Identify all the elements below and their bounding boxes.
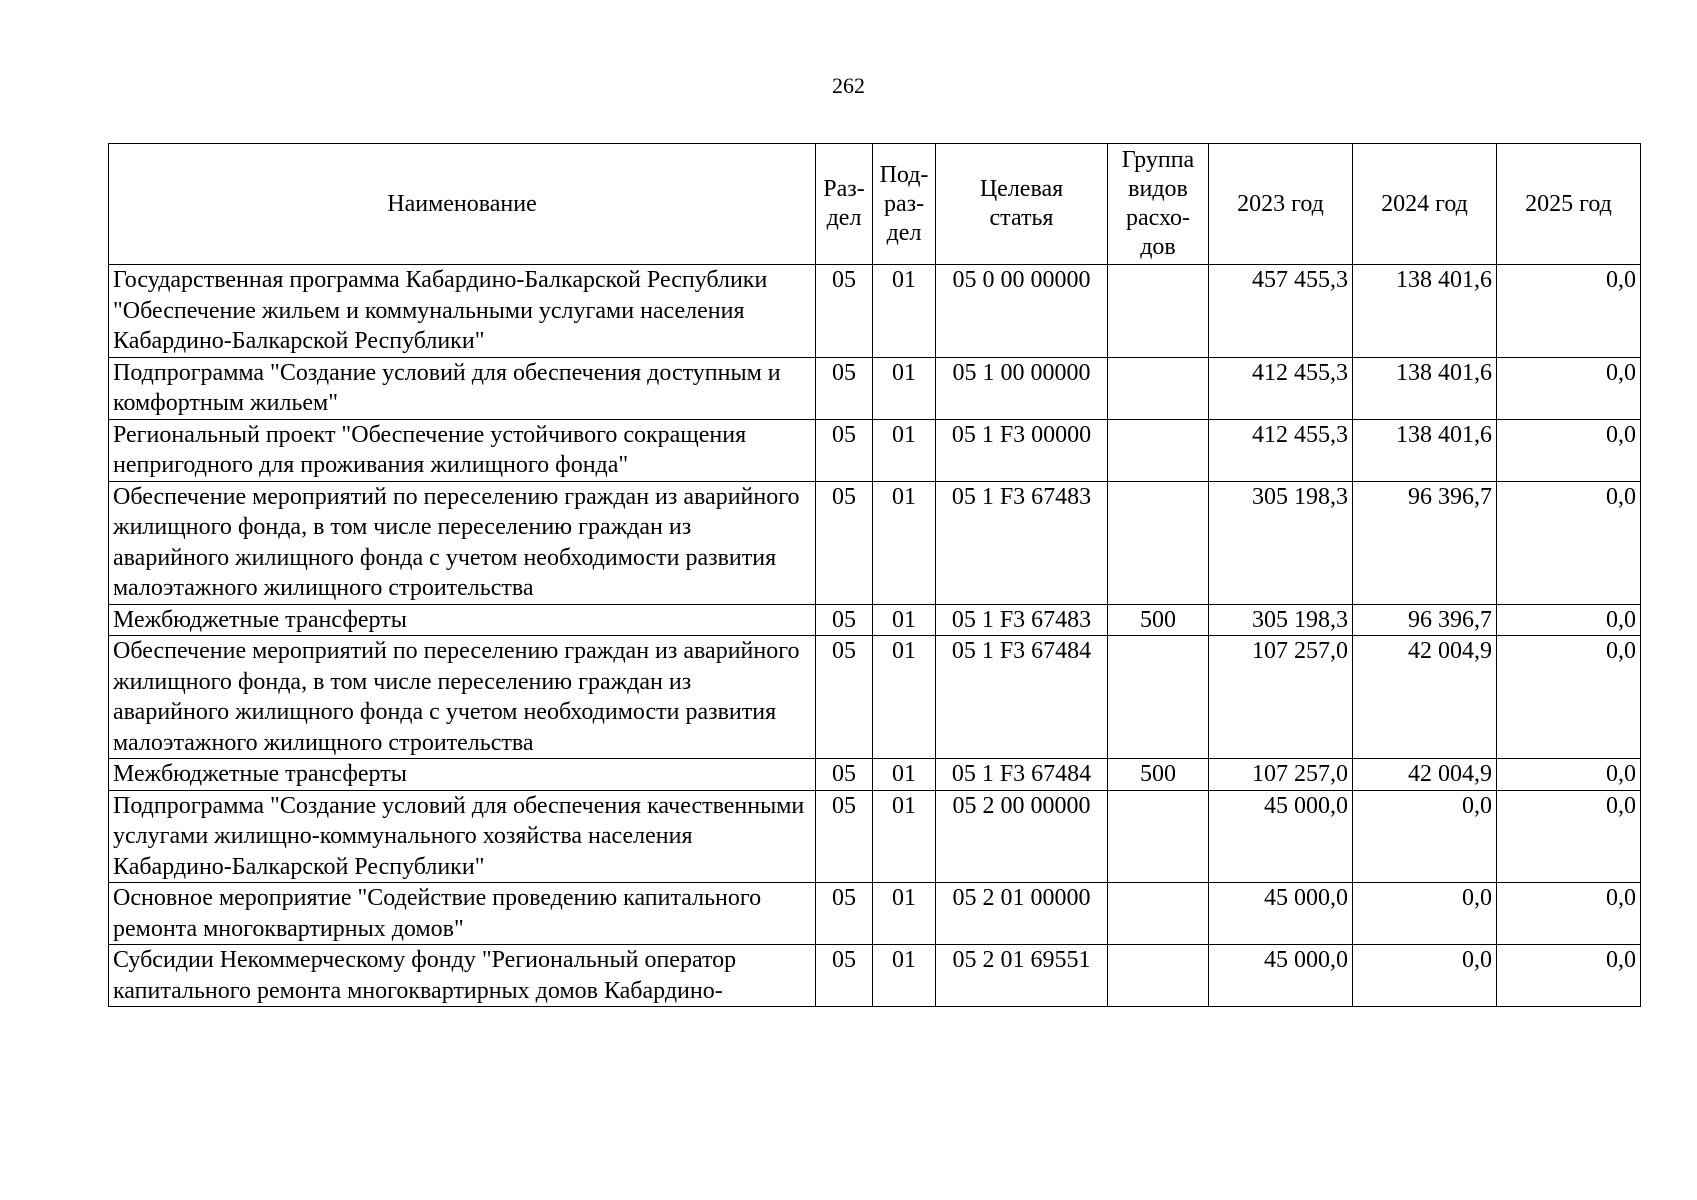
cell-2024: 42 004,9 xyxy=(1353,759,1497,791)
cell-podrazdel: 01 xyxy=(873,945,936,1007)
header-name: Наименование xyxy=(109,144,816,265)
cell-razdel: 05 xyxy=(816,481,873,604)
cell-podrazdel: 01 xyxy=(873,759,936,791)
cell-razdel: 05 xyxy=(816,604,873,636)
cell-tselevaya-statya: 05 1 F3 00000 xyxy=(936,419,1108,481)
cell-tselevaya-statya: 05 0 00 00000 xyxy=(936,265,1108,358)
table-row xyxy=(109,357,1641,419)
cell-2024: 0,0 xyxy=(1353,883,1497,945)
cell-2023: 412 455,3 xyxy=(1209,419,1353,481)
cell-2025: 0,0 xyxy=(1497,883,1641,945)
cell-name: Подпрограмма "Создание условий для обеспечения качественными услугами жилищно-коммунального хозяйства населения Кабардино-Балкарской Республики" xyxy=(109,790,816,883)
cell-2025: 0,0 xyxy=(1497,357,1641,419)
cell-gruppa xyxy=(1108,945,1209,1007)
cell-2024: 96 396,7 xyxy=(1353,481,1497,604)
cell-2025: 0,0 xyxy=(1497,790,1641,883)
cell-podrazdel: 01 xyxy=(873,790,936,883)
cell-name: Межбюджетные трансферты xyxy=(109,604,816,636)
cell-razdel: 05 xyxy=(816,419,873,481)
cell-gruppa xyxy=(1108,419,1209,481)
cell-2023: 45 000,0 xyxy=(1209,790,1353,883)
cell-2023: 457 455,3 xyxy=(1209,265,1353,358)
cell-2025: 0,0 xyxy=(1497,636,1641,759)
cell-2025: 0,0 xyxy=(1497,419,1641,481)
table-row xyxy=(109,604,1641,636)
cell-name: Субсидии Некоммерческому фонду "Региональный оператор капитального ремонта многоквартирных домов Кабардино- xyxy=(109,945,816,1007)
cell-gruppa xyxy=(1108,481,1209,604)
table-row xyxy=(109,883,1641,945)
cell-2025: 0,0 xyxy=(1497,604,1641,636)
header-2023: 2023 год xyxy=(1209,144,1353,265)
cell-2025: 0,0 xyxy=(1497,945,1641,1007)
cell-gruppa: 500 xyxy=(1108,604,1209,636)
cell-razdel: 05 xyxy=(816,945,873,1007)
cell-podrazdel: 01 xyxy=(873,481,936,604)
cell-2025: 0,0 xyxy=(1497,481,1641,604)
table-row xyxy=(109,481,1641,604)
cell-2024: 138 401,6 xyxy=(1353,357,1497,419)
table-row xyxy=(109,636,1641,759)
header-tselevaya-statya: Целевая статья xyxy=(936,144,1108,265)
header-razdel: Раз- дел xyxy=(816,144,873,265)
cell-tselevaya-statya: 05 2 01 00000 xyxy=(936,883,1108,945)
table-body xyxy=(109,265,1641,1007)
cell-2024: 0,0 xyxy=(1353,790,1497,883)
cell-razdel: 05 xyxy=(816,357,873,419)
cell-gruppa xyxy=(1108,265,1209,358)
cell-razdel: 05 xyxy=(816,759,873,791)
header-podrazdel: Под- раз- дел xyxy=(873,144,936,265)
header-2024: 2024 год xyxy=(1353,144,1497,265)
page-number: 262 xyxy=(832,73,865,98)
cell-tselevaya-statya: 05 1 F3 67484 xyxy=(936,636,1108,759)
cell-podrazdel: 01 xyxy=(873,419,936,481)
cell-razdel: 05 xyxy=(816,265,873,358)
cell-2023: 45 000,0 xyxy=(1209,945,1353,1007)
cell-name: Обеспечение мероприятий по переселению граждан из аварийного жилищного фонда, в том числе переселению граждан из аварийного жилищного фонда с учетом необходимости развития малоэтажного жилищного строительства xyxy=(109,481,816,604)
cell-name: Межбюджетные трансферты xyxy=(109,759,816,791)
cell-name: Подпрограмма "Создание условий для обеспечения доступным и комфортным жильем" xyxy=(109,357,816,419)
cell-name: Основное мероприятие "Содействие проведению капитального ремонта многоквартирных домов" xyxy=(109,883,816,945)
cell-2023: 107 257,0 xyxy=(1209,759,1353,791)
cell-name: Региональный проект "Обеспечение устойчивого сокращения непригодного для проживания жилищного фонда" xyxy=(109,419,816,481)
cell-2023: 45 000,0 xyxy=(1209,883,1353,945)
cell-tselevaya-statya: 05 1 F3 67483 xyxy=(936,604,1108,636)
cell-2025: 0,0 xyxy=(1497,265,1641,358)
cell-razdel: 05 xyxy=(816,790,873,883)
cell-podrazdel: 01 xyxy=(873,357,936,419)
cell-gruppa xyxy=(1108,357,1209,419)
cell-2023: 305 198,3 xyxy=(1209,604,1353,636)
cell-podrazdel: 01 xyxy=(873,604,936,636)
table-row xyxy=(109,419,1641,481)
cell-gruppa xyxy=(1108,883,1209,945)
table-header-row xyxy=(109,144,1641,265)
table-row xyxy=(109,790,1641,883)
cell-tselevaya-statya: 05 1 F3 67483 xyxy=(936,481,1108,604)
cell-tselevaya-statya: 05 2 00 00000 xyxy=(936,790,1108,883)
cell-2024: 138 401,6 xyxy=(1353,419,1497,481)
table-row xyxy=(109,759,1641,791)
cell-2023: 305 198,3 xyxy=(1209,481,1353,604)
budget-table xyxy=(108,143,1641,1007)
cell-podrazdel: 01 xyxy=(873,883,936,945)
table-row xyxy=(109,265,1641,358)
cell-name: Обеспечение мероприятий по переселению граждан из аварийного жилищного фонда, в том числе переселению граждан из аварийного жилищного фонда с учетом необходимости развития малоэтажного жилищного строительства xyxy=(109,636,816,759)
cell-gruppa xyxy=(1108,790,1209,883)
header-gruppa-vidov-raskhodov: Группа видов расхо- дов xyxy=(1108,144,1209,265)
cell-2024: 0,0 xyxy=(1353,945,1497,1007)
cell-tselevaya-statya: 05 1 00 00000 xyxy=(936,357,1108,419)
cell-razdel: 05 xyxy=(816,883,873,945)
cell-tselevaya-statya: 05 1 F3 67484 xyxy=(936,759,1108,791)
table-row xyxy=(109,945,1641,1007)
cell-2024: 138 401,6 xyxy=(1353,265,1497,358)
cell-podrazdel: 01 xyxy=(873,265,936,358)
header-2025: 2025 год xyxy=(1497,144,1641,265)
cell-2023: 412 455,3 xyxy=(1209,357,1353,419)
cell-2025: 0,0 xyxy=(1497,759,1641,791)
cell-2024: 42 004,9 xyxy=(1353,636,1497,759)
cell-2024: 96 396,7 xyxy=(1353,604,1497,636)
cell-razdel: 05 xyxy=(816,636,873,759)
cell-tselevaya-statya: 05 2 01 69551 xyxy=(936,945,1108,1007)
cell-gruppa xyxy=(1108,636,1209,759)
cell-gruppa: 500 xyxy=(1108,759,1209,791)
cell-name: Государственная программа Кабардино-Балкарской Республики "Обеспечение жильем и коммунальными услугами населения Кабардино-Балкарской Республики" xyxy=(109,265,816,358)
cell-2023: 107 257,0 xyxy=(1209,636,1353,759)
cell-podrazdel: 01 xyxy=(873,636,936,759)
